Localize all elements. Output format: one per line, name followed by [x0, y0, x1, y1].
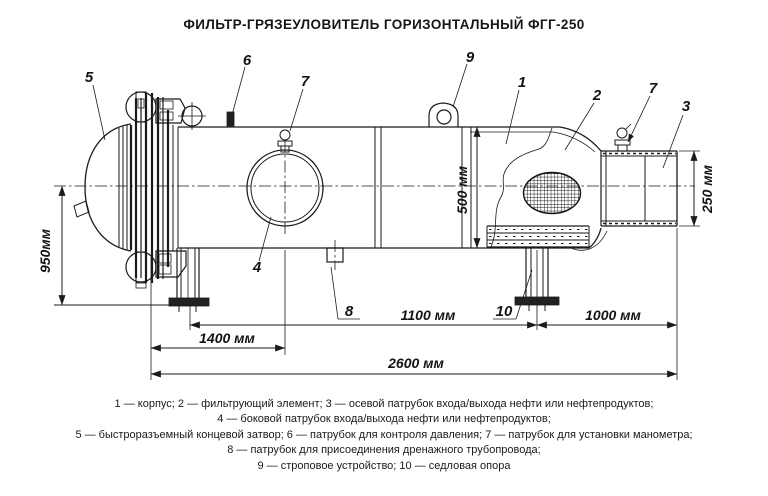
callout-8 [331, 267, 360, 320]
callout-label-4: 4 [252, 259, 262, 276]
dim-overall-length [151, 355, 677, 374]
legend-line-1: 1 — корпус; 2 — фильтрующий элемент; 3 — осевой патрубок входа/выхода нефти или нефтепродуктов; [114, 398, 654, 410]
legend-line-4: 8 — патрубок для присоединения дренажного трубопровода; [227, 444, 541, 457]
dim-nozzle-diameter [679, 151, 715, 226]
legend-line-5: 9 — строповое устройство; 10 — седловая опора [257, 459, 511, 472]
dim-label-950: 950мм [37, 228, 53, 274]
closure-top-hinge [126, 92, 185, 123]
callout-5 [85, 69, 105, 140]
callout-label-7-side: 7 [300, 73, 310, 90]
callout-label-7-axial: 7 [648, 80, 658, 97]
drain-nozzle [327, 240, 343, 270]
head-bracket [74, 201, 89, 217]
callout-2 [565, 87, 602, 150]
dim-label-2600: 2600 мм [388, 355, 444, 371]
dim-label-500: 500 мм [454, 166, 470, 214]
callout-label-5: 5 [84, 69, 94, 86]
elliptical-head [74, 124, 131, 251]
dim-leg-to-saddle [190, 305, 537, 330]
callout-1 [506, 74, 526, 144]
filter-element [491, 128, 581, 247]
dim-label-1100: 1100 мм [400, 307, 456, 323]
legend-line-3: 5 — быстроразъемный концевой затвор; 6 — патрубок для контроля давления; 7 — патрубок для установки манометра; [75, 428, 693, 441]
callout-label-10: 10 [495, 303, 513, 320]
callout-label-8: 8 [344, 303, 354, 320]
trunnion-lug [178, 102, 206, 130]
callout-label-2: 2 [592, 87, 602, 104]
dim-axis-height [37, 186, 62, 305]
callout-7-axial [628, 80, 658, 142]
lifting-lug [429, 103, 458, 127]
manometer-fitting-axial [615, 124, 631, 151]
dim-shell-diameter [454, 127, 477, 248]
parts-legend [0, 397, 768, 474]
callout-4 [252, 217, 271, 276]
side-nozzle [247, 130, 323, 236]
callout-label-6: 6 [242, 52, 252, 69]
pressure-control-fitting [227, 112, 234, 126]
callout-label-1: 1 [517, 74, 527, 91]
callout-7-side [290, 73, 310, 131]
dim-label-250: 250 мм [699, 165, 715, 213]
dim-label-1400: 1400 мм [199, 330, 255, 346]
legend-line-2: 4 — боковой патрубок входа/выхода нефти или нефтепродуктов; [217, 413, 551, 426]
callout-label-3: 3 [681, 98, 691, 115]
dim-label-1000: 1000 мм [585, 307, 641, 323]
axial-nozzle [601, 124, 677, 226]
callout-9 [453, 49, 475, 107]
callout-label-9: 9 [465, 49, 475, 66]
callout-6 [232, 52, 252, 115]
drawing-title: ФИЛЬТР-ГРЯЗЕУЛОВИТЕЛЬ ГОРИЗОНТАЛЬНЫЙ ФГГ-250 [183, 17, 585, 32]
